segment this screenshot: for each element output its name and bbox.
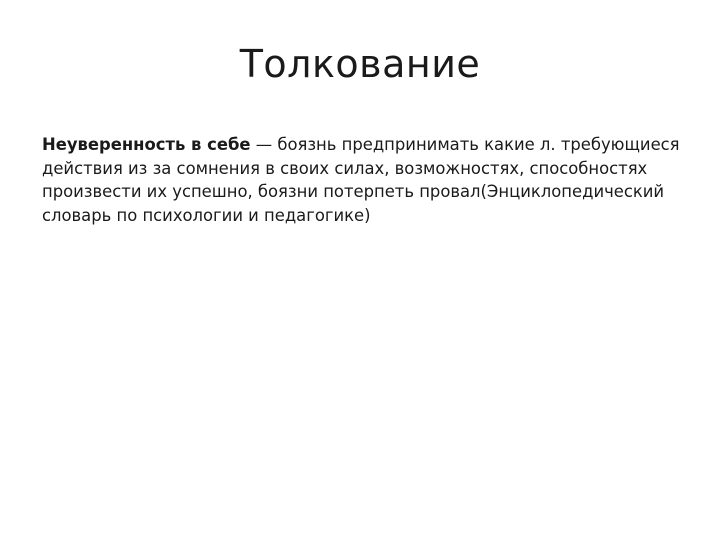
slide-title: Толкование (239, 42, 481, 86)
definition-text: — боязнь предпринимать какие л. требующиеся действия из за сомнения в своих силах, возможностях, способностях произвести их успешно, боязни потерпеть провал(Энциклопедический словарь по психологии и педагогике) (42, 135, 680, 225)
definition-term: Неуверенность в себе (42, 135, 251, 154)
definition-paragraph (42, 133, 682, 227)
